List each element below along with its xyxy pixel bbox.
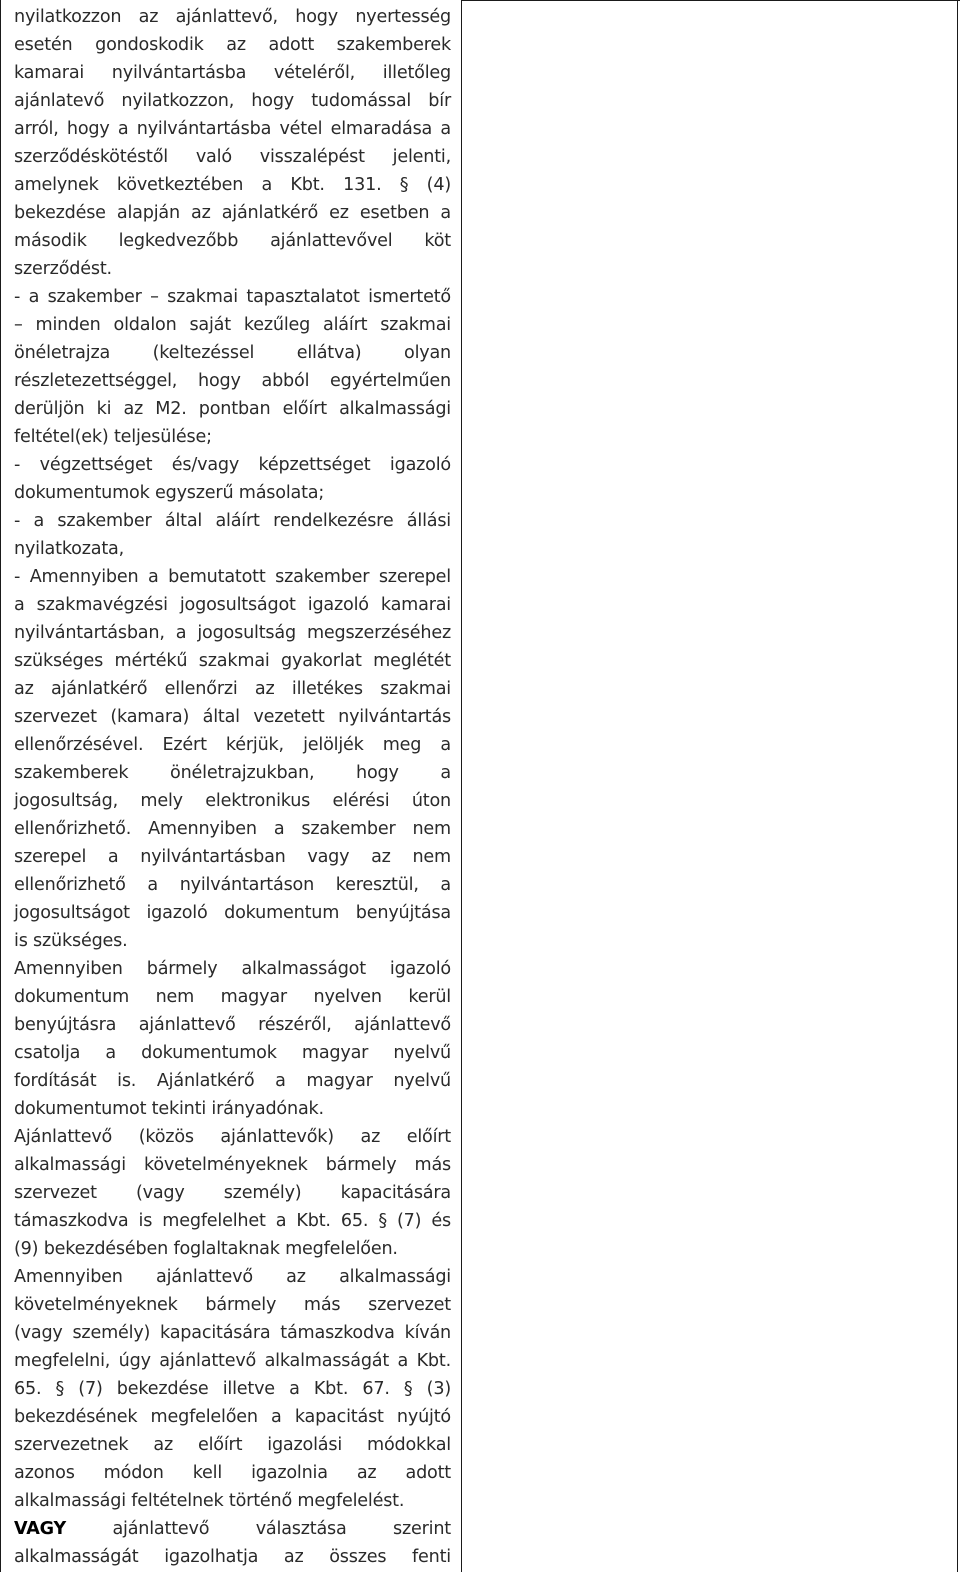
- text-line: jogosultságot igazoló dokumentum benyújtása: [14, 903, 451, 923]
- text-line: 65. § (7) bekezdése illetve a Kbt. 67. § (3): [14, 1379, 451, 1399]
- text-line: benyújtásra ajánlattevő részéről, ajánlattevő: [14, 1015, 451, 1035]
- text-line: Ajánlattevő (közös ajánlattevők) az előírt: [14, 1127, 451, 1147]
- text-line: ellenőrizhető a nyilvántartáson keresztül, a: [14, 875, 451, 895]
- text-line: esetén gondoskodik az adott szakemberek: [14, 35, 451, 55]
- text-line: nyilatkozata,: [14, 539, 125, 559]
- text-line: szerepel a nyilvántartásban vagy az nem: [14, 847, 451, 867]
- text-line: az ajánlatkérő ellenőrzi az illetékes szakmai: [14, 679, 451, 699]
- text-line: dokumentumot tekinti irányadónak.: [14, 1099, 324, 1119]
- right-cell: [462, 0, 957, 1572]
- text-line: – minden oldalon saját kezűleg aláírt szakmai: [14, 315, 451, 335]
- text-line: - Amennyiben a bemutatott szakember szerepel: [14, 567, 451, 587]
- text-line: derüljön ki az M2. pontban előírt alkalmassági: [14, 399, 451, 419]
- vagy-rest-text: ajánlattevő választása szerint: [66, 1519, 451, 1539]
- text-line: szervezet (kamara) által vezetett nyilvántartás: [14, 707, 451, 727]
- text-line: szükséges mértékű szakmai gyakorlat meglétét: [14, 651, 451, 671]
- text-line: fordítását is. Ajánlatkérő a magyar nyelvű: [14, 1071, 451, 1091]
- text-line: (9) bekezdésében foglaltaknak megfelelően.: [14, 1239, 398, 1259]
- vagy-bold-word: VAGY: [14, 1519, 67, 1539]
- text-line: szakemberek önéletrajzukban, hogy a: [14, 763, 451, 783]
- text-line: második legkedvezőbb ajánlattevővel köt: [14, 231, 451, 251]
- text-line: alkalmassági feltételnek történő megfelelést.: [14, 1491, 405, 1511]
- text-line: jogosultság, mely elektronikus elérési úton: [14, 791, 451, 811]
- text-line: dokumentum nem magyar nyelven kerül: [14, 987, 451, 1007]
- text-line: követelményeknek bármely más szervezet: [14, 1295, 451, 1315]
- text-line: - végzettséget és/vagy képzettséget igazoló: [14, 455, 451, 475]
- text-line: azonos módon kell igazolnia az adott: [14, 1463, 451, 1483]
- text-line: Amennyiben ajánlattevő az alkalmassági: [14, 1267, 451, 1287]
- left-cell: [1, 0, 462, 1572]
- text-line: - a szakember által aláírt rendelkezésre állási: [14, 511, 451, 531]
- text-line: a szakmavégzési jogosultságot igazoló kamarai: [14, 595, 451, 615]
- text-line: kamarai nyilvántartásba vételéről, illetőleg: [14, 63, 451, 83]
- text-line: megfelelni, úgy ajánlattevő alkalmasságát a Kbt.: [14, 1351, 451, 1371]
- text-line: dokumentumok egyszerű másolata;: [14, 483, 325, 503]
- text-line: szervezetnek az előírt igazolási módokkal: [14, 1435, 451, 1455]
- text-line: alkalmassági követelményeknek bármely más: [14, 1155, 451, 1175]
- text-line: - a szakember – szakmai tapasztalatot ismertető: [14, 287, 451, 307]
- text-line: ellenőrizhető. Amennyiben a szakember nem: [14, 819, 451, 839]
- text-line: ellenőrzésével. Ezért kérjük, jelöljék meg a: [14, 735, 451, 755]
- text-line: szerződéskötéstől való visszalépést jelenti,: [14, 147, 451, 167]
- text-line: Amennyiben bármely alkalmasságot igazoló: [14, 959, 451, 979]
- text-line: csatolja a dokumentumok magyar nyelvű: [14, 1043, 451, 1063]
- text-line-final: alkalmasságát igazolhatja az összes fenti: [14, 1547, 451, 1567]
- text-line: szervezet (vagy személy) kapacitására: [14, 1183, 451, 1203]
- right-cell-top-border: [461, 0, 960, 1]
- text-line: feltétel(ek) teljesülése;: [14, 427, 212, 447]
- text-line: ajánlatevő nyilatkozzon, hogy tudomással bír: [14, 91, 451, 111]
- text-line: amelynek következtében a Kbt. 131. § (4): [14, 175, 451, 195]
- text-line: is szükséges.: [14, 931, 128, 951]
- text-line: bekezdése alapján az ajánlatkérő ez esetben a: [14, 203, 451, 223]
- vagy-line: [14, 1515, 451, 1543]
- text-line: támaszkodva is megfelelhet a Kbt. 65. § (7) és: [14, 1211, 451, 1231]
- text-line: bekezdésének megfelelően a kapacitást nyújtó: [14, 1407, 451, 1427]
- text-line: (vagy személy) kapacitására támaszkodva kíván: [14, 1323, 451, 1343]
- text-line: nyilvántartásban, a jogosultság megszerzéséhez: [14, 623, 451, 643]
- text-line: nyilatkozzon az ajánlattevő, hogy nyertesség: [14, 7, 451, 27]
- text-line: részletezettséggel, hogy abból egyértelműen: [14, 371, 451, 391]
- text-line: önéletrajza (keltezéssel ellátva) olyan: [14, 343, 451, 363]
- text-line: arról, hogy a nyilvántartásba vétel elmaradása a: [14, 119, 451, 139]
- text-line: szerződést.: [14, 259, 112, 279]
